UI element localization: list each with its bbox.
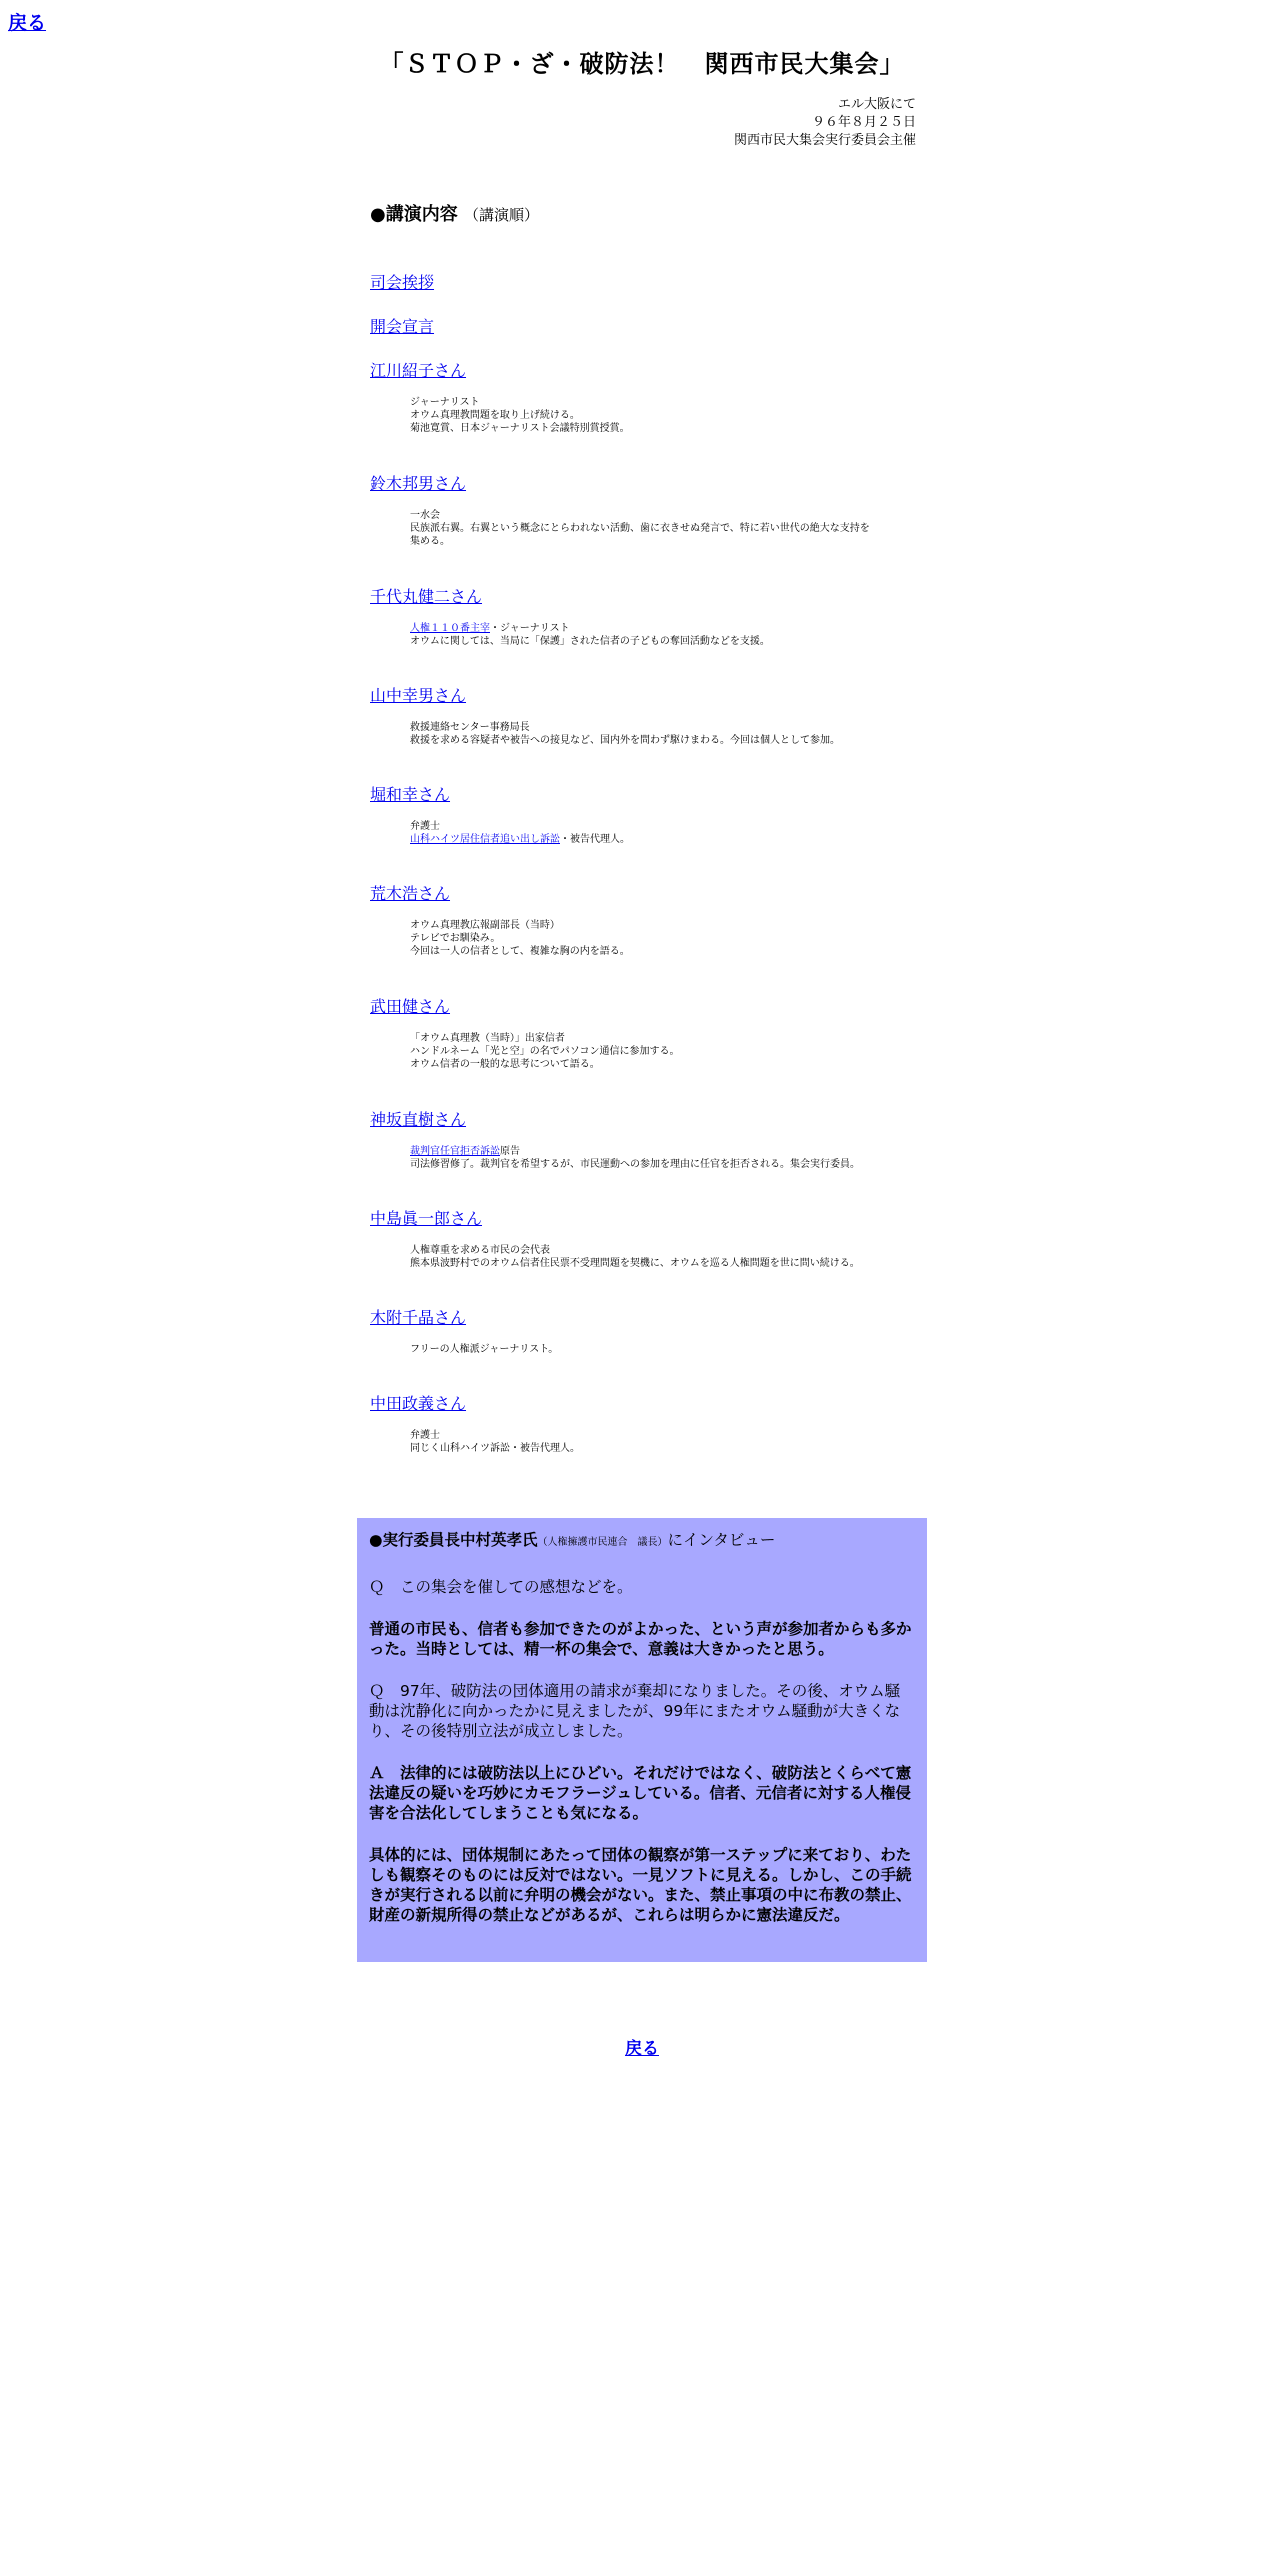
venue-text: エル大阪にて [837,97,916,112]
speaker-desc-hori: 弁護士 山科ハイツ居住信者追い出し訴訟・被告代理人。 [410,821,630,845]
interview-box [357,1518,927,1962]
speaker-desc-kanzaka: 裁判官任官拒否訴訟原告 司法修習修了。裁判官を希望するが、市民運動への参加を理由に任官を拒否される。集会実行委員。 [410,1146,860,1170]
speaker-desc-egawa: ジャーナリスト オウム真理教問題を取り上げ続ける。 菊池寛賞、日本ジャーナリスト会議特別賞授賞。 [410,397,630,434]
speaker-link-hori[interactable]: 堀和幸さん [370,785,451,804]
program-heading: ●講演内容 （講演順） [370,204,540,225]
yamashina-lawsuit-link[interactable]: 山科ハイツ居住信者追い出し訴訟 [410,834,560,845]
speaker-link-mc[interactable]: 司会挨拶 [370,273,435,292]
date-text: ９６年８月２５日 [811,115,916,130]
speaker-desc-takeda: 「オウム真理教（当時）」出家信者 ハンドルネーム「光と空」の名でパソコン通信に参加する。 オウム信者の一般的な思考について語る。 [410,1033,680,1070]
event-meta [734,96,916,150]
speaker-desc-suzuki: 一水会 民族派右翼。右翼という概念にとらわれない活動、歯に衣きせぬ発言で、特に若い世代の絶大な支持を 集める。 [410,510,870,547]
speaker-link-opening[interactable]: 開会宣言 [370,317,435,336]
back-link-top[interactable]: 戻る [8,12,47,34]
speaker-desc-araki: オウム真理教広報副部長（当時） テレビでお馴染み。 今回は一人の信者として、複雑な胸の内を語る。 [410,920,630,957]
jinken110-link[interactable]: 人権１１０番主宰 [410,623,490,634]
judge-appointment-lawsuit-link[interactable]: 裁判官任官拒否訴訟 [410,1146,500,1157]
speaker-link-kanzaka[interactable]: 神坂直樹さん [370,1110,467,1129]
speaker-link-chiyomaru[interactable]: 千代丸健二さん [370,587,483,606]
interview-answer-1: 普通の市民も、信者も参加できたのがよかった、という声が参加者からも多かった。当時としては、精一杯の集会で、意義は大きかったと思う。 [369,1620,912,1658]
page-title: 「ＳＴＯＰ・ざ・破防法！ 関西市民大集会」 [379,50,905,78]
speaker-link-nakata[interactable]: 中田政義さん [370,1394,467,1413]
speaker-desc-kizuki: フリーの人権派ジャーナリスト。 [410,1344,559,1355]
speaker-link-araki[interactable]: 荒木浩さん [370,884,451,903]
interview-answer-2: Ａ 法律的には破防法以上にひどい。それだけではなく、破防法とくらべて憲法違反の疑いを巧妙にカモフラージュしている。信者、元信者に対する人権侵害を合法化してしまうことも気になる。 [369,1764,912,1822]
speaker-link-egawa[interactable]: 江川紹子さん [370,361,467,380]
back-link-bottom-wrap [0,2034,1284,2059]
speaker-desc-nakata: 弁護士 同じく山科ハイツ訴訟・被告代理人。 [410,1430,580,1454]
speaker-link-kizuki[interactable]: 木附千晶さん [370,1308,467,1327]
interview-question-2: Ｑ 97年、破防法の団体適用の請求が棄却になりました。その後、オウム騒動は沈静化に向かったかに見えましたが、99年にまたオウム騒動が大きくなり、その後特別立法が成立しました。 [369,1682,901,1740]
interview-question-1: Ｑ この集会を催しての感想などを。 [369,1578,633,1596]
interview-answer-3: 具体的には、団体規制にあたって団体の観察が第一ステップに来ており、わたしも観察そのものには反対ではない。一見ソフトに見える。しかし、この手続きが実行される以前に弁明の機会がない。また、禁止事項の中に布教の禁止、財産の新規所得の禁止などがあるが、これらは明らかに憲法違反だ。 [369,1846,912,1924]
interview-heading: ●実行委員長中村英孝氏（人権擁護市民連合 議長）にインタビュー [369,1531,776,1549]
speaker-link-suzuki[interactable]: 鈴木邦男さん [370,474,467,493]
speaker-desc-yamanaka: 救援連絡センター事務局長 救援を求める容疑者や被告への接見など、国内外を問わず駆けまわる。今回は個人として参加。 [410,722,840,746]
speaker-link-takeda[interactable]: 武田健さん [370,997,451,1016]
speaker-link-yamanaka[interactable]: 山中幸男さん [370,686,467,705]
speaker-desc-chiyomaru: 人権１１０番主宰・ジャーナリスト オウムに関しては、当局に「保護」された信者の子どもの奪回活動などを支援。 [410,623,770,647]
organizer-text: 関西市民大集会実行委員会主催 [733,133,916,148]
back-link-bottom[interactable]: 戻る [625,2039,659,2059]
speaker-desc-nakashima: 人権尊重を求める市民の会代表 熊本県波野村でのオウム信者住民票不受理問題を契機に、オウムを巡る人権問題を世に問い続ける。 [410,1245,860,1269]
speaker-link-nakashima[interactable]: 中島眞一郎さん [370,1209,483,1228]
